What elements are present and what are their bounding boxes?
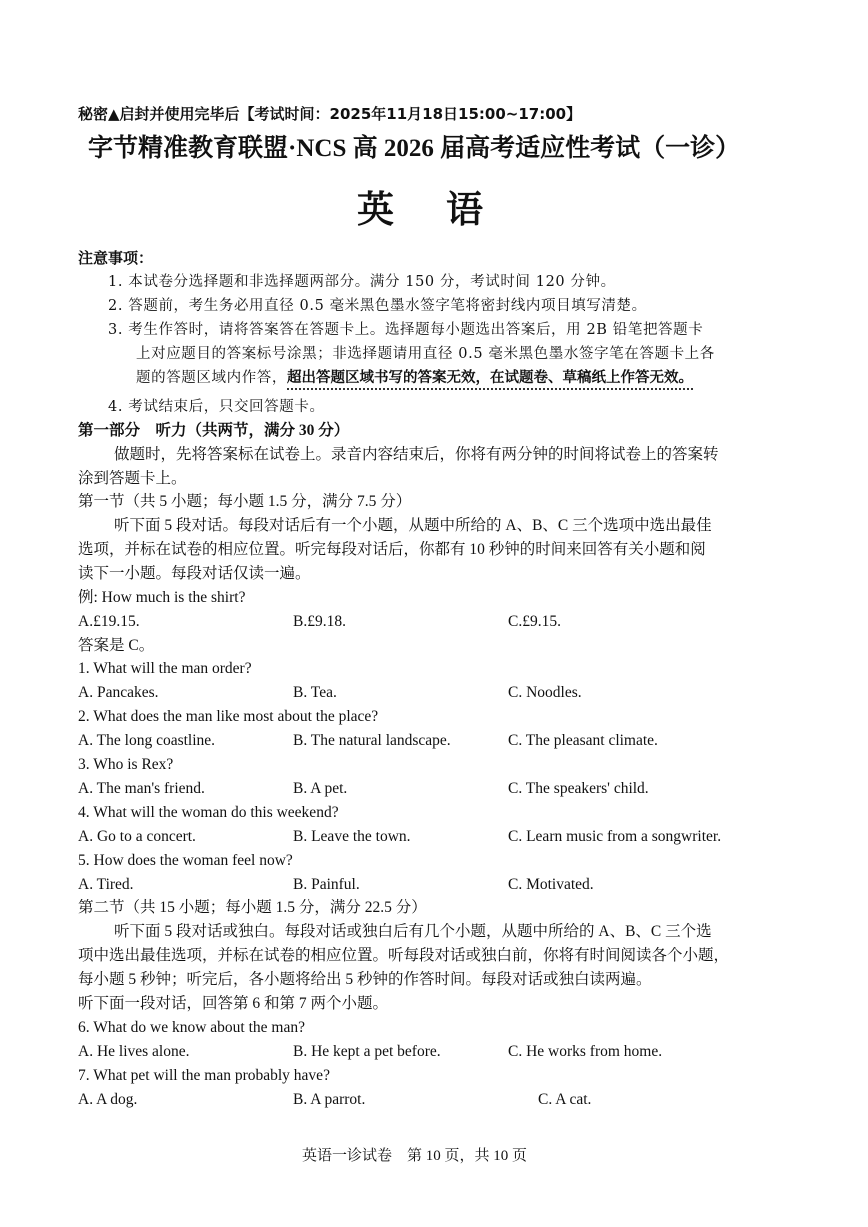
question-5-option-a: A. Tired. — [78, 876, 134, 893]
question-7-option-a: A. A dog. — [78, 1091, 138, 1108]
section2-intro-line-3: 每小题 5 秒钟；听完后，各小题将给出 5 秒钟的作答时间。每段对话或独白读两遍。 — [78, 971, 652, 988]
part1-intro-line-2: 涂到答题卡上。 — [78, 470, 187, 487]
page-footer: 英语一诊试卷 第 10 页，共 10 页 — [302, 1148, 528, 1164]
notice-item-3-line-3-plain: 题的答题区域内作答， — [136, 370, 287, 386]
question-6-option-c: C. He works from home. — [508, 1043, 663, 1060]
question-2-option-c: C. The pleasant climate. — [508, 732, 658, 749]
question-7-option-c: C. A cat. — [538, 1091, 592, 1108]
notice-item-3-emphasis: 超出答题区域书写的答案无效，在试题卷、草稿纸上作答无效。 — [287, 370, 693, 390]
question-3-option-c: C. The speakers' child. — [508, 780, 649, 797]
example-question: 例: How much is the shirt? — [78, 589, 246, 606]
question-7: 7. What pet will the man probably have? — [78, 1067, 330, 1084]
question-5-option-b: B. Painful. — [293, 876, 360, 893]
question-1-option-b: B. Tea. — [293, 684, 337, 701]
question-4-option-a: A. Go to a concert. — [78, 828, 196, 845]
section1-intro-line-3: 读下一小题。每段对话仅读一遍。 — [78, 565, 311, 582]
question-6-option-b: B. He kept a pet before. — [293, 1043, 441, 1060]
question-2: 2. What does the man like most about the place? — [78, 708, 379, 725]
notice-item-3-line-3 — [136, 368, 693, 388]
dialog-intro: 听下面一段对话，回答第 6 和第 7 两个小题。 — [78, 995, 389, 1012]
notice-item-3-line-1: 3. 考生作答时，请将答案答在答题卡上。选择题每小题选出答案后，用 2B 铅笔把答题卡 — [108, 322, 704, 338]
question-5-option-c: C. Motivated. — [508, 876, 594, 893]
exam-title: 字节精准教育联盟·NCS 高 2026 届高考适应性考试（一诊） — [88, 135, 741, 162]
section2-heading: 第二节（共 15 小题；每小题 1.5 分，满分 22.5 分） — [78, 899, 427, 916]
example-option-c: C.£9.15. — [508, 613, 561, 630]
section2-intro-line-1: 听下面 5 段对话或独白。每段对话或独白后有几个小题，从题中所给的 A、B、C 三个选 — [114, 923, 712, 940]
question-3: 3. Who is Rex? — [78, 756, 174, 773]
question-6: 6. What do we know about the man? — [78, 1019, 305, 1036]
question-7-option-b: B. A parrot. — [293, 1091, 366, 1108]
question-5: 5. How does the woman feel now? — [78, 852, 293, 869]
question-2-option-a: A. The long coastline. — [78, 732, 216, 749]
section1-intro-line-2: 选项，并标在试卷的相应位置。听完每段对话后，你都有 10 秒钟的时间来回答有关小题和阅 — [78, 541, 706, 558]
question-4-option-c: C. Learn music from a songwriter. — [508, 828, 722, 845]
confidential-line: 秘密▲启封并使用完毕后【考试时间：2025年11月18日15:00~17:00】 — [78, 105, 582, 123]
notice-item-2: 2. 答题前，考生务必用直径 0.5 毫米黑色墨水签字笔将密封线内项目填写清楚。 — [108, 298, 647, 314]
section1-heading: 第一节（共 5 小题；每小题 1.5 分，满分 7.5 分） — [78, 493, 412, 510]
example-option-b: B.£9.18. — [293, 613, 346, 630]
notice-item-4: 4. 考试结束后，只交回答题卡。 — [108, 399, 325, 415]
part1-intro-line-1: 做题时，先将答案标在试卷上。录音内容结束后，你将有两分钟的时间将试卷上的答案转 — [114, 446, 719, 463]
notice-heading: 注意事项： — [78, 249, 154, 267]
notice-item-3-line-2: 上对应题目的答案标号涂黑；非选择题请用直径 0.5 毫米黑色墨水签字笔在答题卡上各 — [136, 346, 715, 362]
question-3-option-b: B. A pet. — [293, 780, 348, 797]
section1-intro-line-1: 听下面 5 段对话。每段对话后有一个小题，从题中所给的 A、B、C 三个选项中选出最佳 — [114, 517, 712, 534]
subject-title: 英语 — [357, 188, 535, 231]
part1-heading: 第一部分 听力（共两节，满分 30 分） — [78, 422, 350, 439]
example-option-a: A.£19.15. — [78, 613, 140, 630]
section2-intro-line-2: 项中选出最佳选项，并标在试卷的相应位置。听每段对话或独白前，你将有时间阅读各个小题， — [78, 947, 730, 964]
question-2-option-b: B. The natural landscape. — [293, 732, 451, 749]
example-answer: 答案是 C。 — [78, 637, 155, 654]
question-6-option-a: A. He lives alone. — [78, 1043, 190, 1060]
question-3-option-a: A. The man's friend. — [78, 780, 205, 797]
question-4-option-b: B. Leave the town. — [293, 828, 411, 845]
question-1: 1. What will the man order? — [78, 660, 252, 677]
question-1-option-c: C. Noodles. — [508, 684, 582, 701]
question-4: 4. What will the woman do this weekend? — [78, 804, 339, 821]
notice-item-1: 1. 本试卷分选择题和非选择题两部分。满分 150 分，考试时间 120 分钟。 — [108, 274, 616, 290]
question-1-option-a: A. Pancakes. — [78, 684, 159, 701]
